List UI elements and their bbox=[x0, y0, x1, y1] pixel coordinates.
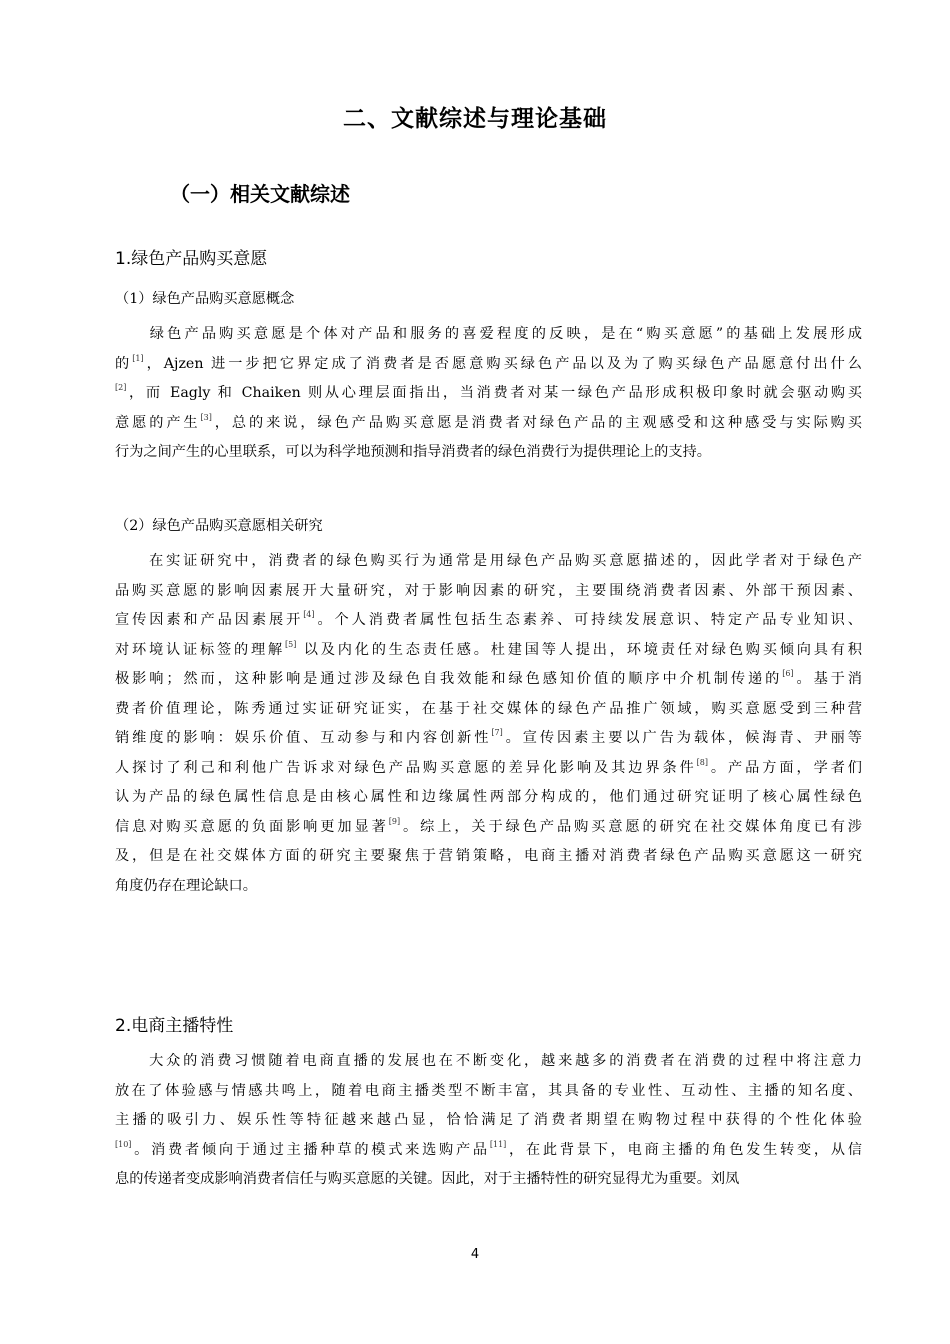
section-title: （一）相关文献综述 bbox=[170, 182, 350, 206]
text-line: 认为产品的绿色属性信息是由核心属性和边缘属性两部分构成的，他们通过研究证明了核心属性绿色 bbox=[115, 789, 862, 805]
citation-marker: [6] bbox=[782, 669, 794, 678]
text-line: 信息对购买意愿的负面影响更加显著[9]。综上，关于绿色产品购买意愿的研究在社交媒体角度已有涉 bbox=[115, 816, 862, 835]
text-line: [2]，而 Eagly 和 Chaiken 则从心理层面指出，当消费者对某一绿色产品形成积极印象时就会驱动购买 bbox=[115, 383, 862, 401]
citation-marker: [3] bbox=[200, 412, 212, 422]
text-line: 宣传因素和产品因素展开[4]。个人消费者属性包括生态素养、可持续发展意识、特定产品专业知识、 bbox=[115, 610, 862, 628]
text-line: 行为之间产生的心里联系，可以为科学地预测和指导消费者的绿色消费行为提供理论上的支持。 bbox=[115, 444, 711, 460]
text-line: 人探讨了利己和利他广告诉求对绿色产品购买意愿的差异化影响及其边界条件[8]。产品方面，学者们 bbox=[115, 757, 862, 776]
text-line: 极影响；然而，这种影响是通过涉及绿色自我效能和绿色感知价值的顺序中介机制传递的[6]。基于消 bbox=[115, 669, 862, 687]
minor-title-1: （1）绿色产品购买意愿概念 bbox=[115, 291, 295, 307]
text-line: [10]。消费者倾向于通过主播种草的模式来选购产品[11]，在此背景下，电商主播的角色发生转变，从信 bbox=[115, 1139, 862, 1158]
citation-marker: [2] bbox=[115, 383, 127, 392]
citation-marker: [5] bbox=[285, 639, 297, 649]
page-number: 4 bbox=[470, 1247, 480, 1262]
citation-marker: [1] bbox=[132, 353, 144, 363]
text-line: 对环境认证标签的理解[5] 以及内化的生态责任感。杜建国等人提出，环境责任对绿色购买倾向具有积 bbox=[115, 639, 862, 658]
citation-marker: [11] bbox=[489, 1139, 507, 1149]
chapter-title: 二、文献综述与理论基础 bbox=[343, 106, 607, 132]
text-line: 息的传递者变成影响消费者信任与购买意愿的关键。因此，对于主播特性的研究显得尤为重要。刘凤 bbox=[115, 1171, 740, 1187]
paragraph-research bbox=[115, 547, 862, 901]
text-line: 角度仍存在理论缺口。 bbox=[115, 877, 257, 894]
citation-marker: [4] bbox=[303, 610, 315, 619]
citation-marker: [9] bbox=[388, 816, 401, 826]
text-line: 在实证研究中，消费者的绿色购买行为通常是用绿色产品购买意愿描述的，因此学者对于绿色产 bbox=[115, 553, 862, 569]
citation-marker: [8] bbox=[696, 757, 709, 767]
citation-marker: [10] bbox=[115, 1139, 132, 1149]
text-line: 意愿的产生[3]，总的来说，绿色产品购买意愿是消费者对绿色产品的主观感受和这种感受与实际购买 bbox=[115, 412, 862, 431]
subsection-title-1: 1.绿色产品购买意愿 bbox=[115, 249, 268, 269]
minor-title-2: （2）绿色产品购买意愿相关研究 bbox=[115, 518, 323, 534]
text-line: 大众的消费习惯随着电商直播的发展也在不断变化，越来越多的消费者在消费的过程中将注意力 bbox=[115, 1053, 862, 1069]
subsection-title-2: 2.电商主播特性 bbox=[115, 1016, 234, 1036]
citation-marker: [7] bbox=[491, 728, 503, 737]
text-line: 主播的吸引力、娱乐性等特征越来越凸显，恰恰满足了消费者期望在购物过程中获得的个性化体验 bbox=[115, 1112, 862, 1128]
text-line: 品购买意愿的影响因素展开大量研究，对于影响因素的研究，主要围绕消费者因素、外部干预因素、 bbox=[115, 582, 862, 599]
text-line: 放在了体验感与情感共鸣上，随着电商主播类型不断丰富，其具备的专业性、互动性、主播的知名度、 bbox=[115, 1082, 862, 1099]
text-line: 绿色产品购买意愿是个体对产品和服务的喜爱程度的反映，是在“购买意愿”的基础上发展形成 bbox=[115, 326, 862, 342]
paragraph-anchor-traits bbox=[115, 1047, 862, 1195]
text-line: 的[1]，Ajzen 进一步把它界定成了消费者是否愿意购买绿色产品以及为了购买绿色产品愿意付出什么 bbox=[115, 353, 862, 372]
text-line: 销维度的影响：娱乐价值、互动参与和内容创新性[7]。宣传因素主要以广告为载体，候海青、尹丽等 bbox=[115, 728, 862, 746]
text-line: 及，但是在社交媒体方面的研究主要聚焦于营销策略，电商主播对消费者绿色产品购买意愿这一研究 bbox=[115, 848, 862, 864]
paragraph-concept bbox=[115, 320, 862, 468]
text-line: 费者价值理论，陈秀通过实证研究证实，在基于社交媒体的绿色产品推广领域，购买意愿受到三种营 bbox=[115, 700, 862, 717]
